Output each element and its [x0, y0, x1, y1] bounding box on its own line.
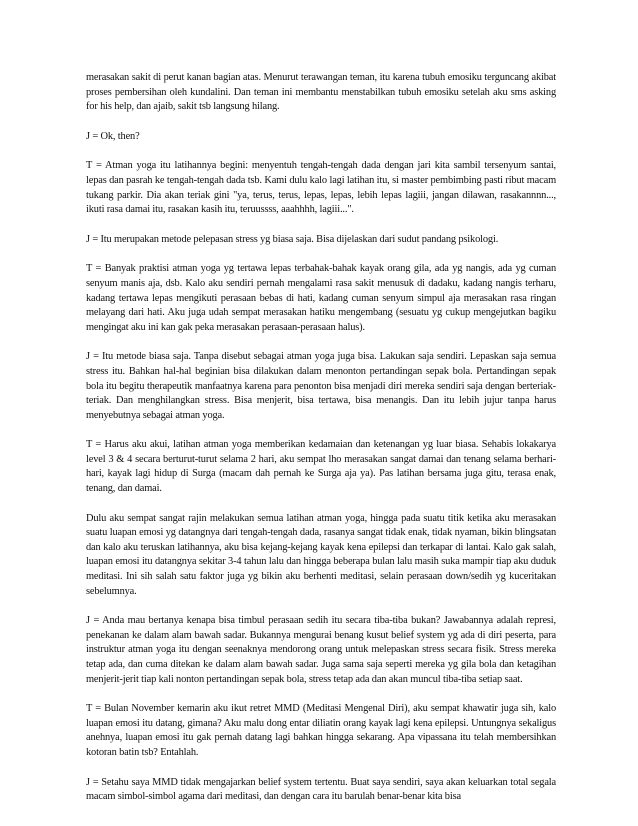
paragraph: J = Setahu saya MMD tidak mengajarkan belief system tertentu. Buat saya sendiri, saya akan keluarkan total segala macam simbol-simbol agama dari meditasi, dan dengan cara itu barulah benar-benar kita bisa [86, 776, 556, 803]
paragraph: merasakan sakit di perut kanan bagian atas. Menurut terawangan teman, itu karena tubuh emosiku terguncang akibat proses pembersihan oleh kundalini. Dan teman ini membantu menstabilkan tubuh emosiku setelah aku sms asking for his help, dan ajaib, sakit tsb langsung hilang. [86, 72, 556, 113]
paragraph: T = Atman yoga itu latihannya begini: menyentuh tengah-tengah dada dengan jari kita sambil tersenyum santai, lepas dan pasrah ke tengah-tengah dada tsb. Kami dulu kalo lagi latihan itu, si master pembimbing pasti ribut macam tukang parkir. Dia akan teriak gini "ya, terus, terus, lepas, lepas, lebih lepas lagiii, jangan dilawan, rasakannnn..., ikuti rasa damai itu, rasakan kasih itu, teruussss, aaahhhh, lagiii...". [86, 160, 556, 216]
paragraph: T = Banyak praktisi atman yoga yg tertawa lepas terbahak-bahak kayak orang gila, ada yg nangis, ada yg cuman senyum manis aja, dsb. Kalo aku sendiri pernah mengalami rasa sakit menusuk di dadaku, kadang nangis terharu, kadang tertawa lepas mengikuti perasaan bebas di hati, kadang cuman senyum simpul aja merasakan rasa ringan melayang dari hati. Aku juga udah sempat merasakan hatiku mengembang (sesuatu yg cukup mengejutkan bagiku mengingat aku ini kan gak peka merasakan perasaan-perasaan halus). [86, 263, 556, 333]
paragraph: J = Itu metode biasa saja. Tanpa disebut sebagai atman yoga juga bisa. Lakukan saja sendiri. Lepaskan saja semua stress itu. Bahkan hal-hal beginian bisa dilakukan dalam menonton pertandingan sepak bola. Pertandingan sepak bola itu begitu therapeutik manfaatnya karena para penonton bisa menjadi diri mereka sendiri saja dengan berteriak-teriak. Dan menghilangkan stress. Bisa menjerit, bisa tertawa, bisa menangis. Dan itu lebih jujur tanpa harus menyebutnya sebagai atman yoga. [86, 351, 556, 421]
paragraph: J = Anda mau bertanya kenapa bisa timbul perasaan sedih itu secara tiba-tiba bukan? Jawabannya adalah represi, penekanan ke dalam alam bawah sadar. Bukannya mengurai benang kusut belief system yg ada di diri peserta, para instruktur atman yoga itu dengan seenaknya mendorong orang untuk melepaskan stress secara fisik. Stress mereka tetap ada, dan cuma ditekan ke dalam alam bawah sadar. Juga sama saja seperti mereka yg gila bola dan ketagihan menjerit-jerit tiap kali nonton pertandingan sepak bola, stress tetap ada dan akan muncul tiba-tiba setiap saat. [86, 615, 556, 685]
paragraph: J = Itu merupakan metode pelepasan stress yg biasa saja. Bisa dijelaskan dari sudut pandang psikologi. [86, 233, 499, 245]
paragraph: T = Harus aku akui, latihan atman yoga memberikan kedamaian dan ketenangan yg luar biasa. Sehabis lokakarya level 3 & 4 secara berturut-turut selama 2 hari, aku sempat lho merasakan sangat damai dan tenang selama berhari-hari, kayak lagi hidup di Surga (macam dah pernah ke Surga aja ya). Pas latihan bersama juga gitu, terasa enak, tenang, dan damai. [86, 439, 556, 495]
paragraph: Dulu aku sempat sangat rajin melakukan semua latihan atman yoga, hingga pada suatu titik ketika aku merasakan suatu luapan emosi yg datangnya dari tengah-tengah dada, rasanya sangat tidak enak, tidak nyaman, bikin blingsatan dan kalo aku teruskan latihannya, aku bisa kejang-kejang kayak kena epilepsi dan terkapar di lantai. Kalo gak salah, luapan emosi itu datangnya sekitar 3-4 tahun lalu dan hingga beberapa bulan lalu masih suka mampir tiap aku duduk meditasi. Ini sih salah satu faktor juga yg bikin aku berhenti meditasi, selain perasaan down/sedih yg kuceritakan sebelumnya. [86, 512, 556, 597]
paragraph: J = Ok, then? [86, 130, 140, 142]
document-body [86, 71, 556, 805]
paragraph: T = Bulan November kemarin aku ikut retret MMD (Meditasi Mengenal Diri), aku sempat khawatir juga sih, kalo luapan emosi itu datang, gimana? Aku malu dong entar diliatin orang kayak lagi kena epilepsi. Untungnya sekaligus anehnya, luapan emosi itu gak pernah datang lagi bahkan hingga sekarang. Apa vipassana itu telah membersihkan kotoran batin tsb? Entahlah. [86, 703, 556, 758]
